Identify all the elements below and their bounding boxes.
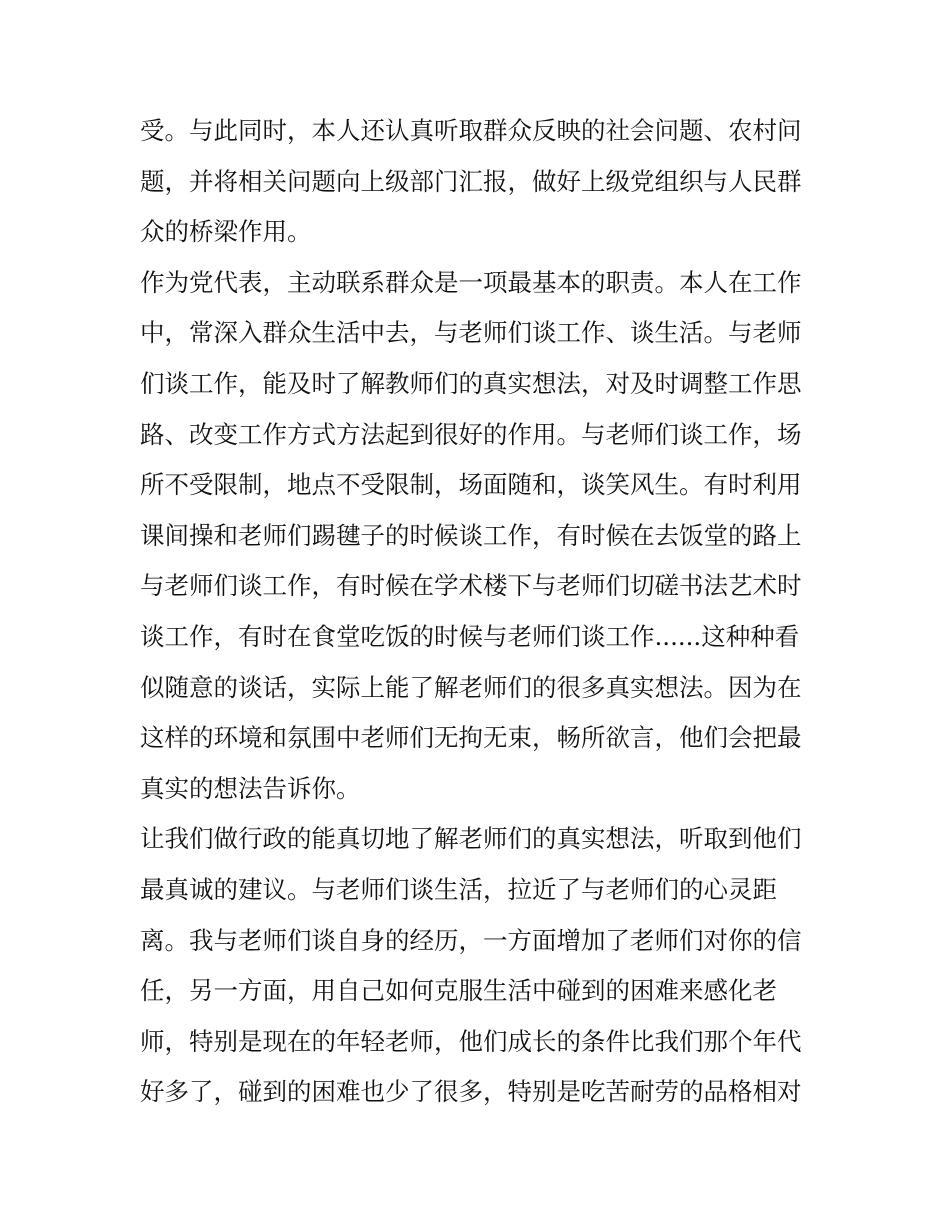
text-line: 真实的想法告诉你。	[140, 773, 361, 803]
text-line: 谈工作，有时在食堂吃饭的时候与老师们谈工作......这种种看	[140, 621, 800, 651]
text-line: 任，另一方面，用自己如何克服生活中碰到的困难来感化老	[140, 976, 777, 1006]
text-line: 最真诚的建议。与老师们谈生活，拉近了与老师们的心灵距	[140, 874, 777, 904]
text-line: 让我们做行政的能真切地了解老师们的真实想法，听取到他们	[140, 824, 802, 854]
text-line: 路、改变工作方式方法起到很好的作用。与老师们谈工作，场	[140, 419, 802, 449]
text-line: 离。我与老师们谈自身的经历，一方面增加了老师们对你的信	[140, 925, 802, 955]
text-line: 中，常深入群众生活中去，与老师们谈工作、谈生活。与老师	[140, 318, 802, 348]
text-line: 课间操和老师们踢毽子的时候谈工作，有时候在去饭堂的路上	[140, 520, 802, 550]
text-line: 好多了，碰到的困难也少了很多，特别是吃苦耐劳的品格相对	[140, 1077, 802, 1107]
text-line: 作为党代表，主动联系群众是一项最基本的职责。本人在工作	[140, 267, 802, 297]
text-line: 师，特别是现在的年轻老师，他们成长的条件比我们那个年代	[140, 1026, 802, 1056]
body-text	[140, 106, 820, 1118]
text-line: 题，并将相关问题向上级部门汇报，做好上级党组织与人民群	[140, 166, 802, 196]
text-line: 这样的环境和氛围中老师们无拘无束，畅所欲言，他们会把最	[140, 723, 802, 753]
text-line: 似随意的谈话，实际上能了解老师们的很多真实想法。因为在	[140, 672, 802, 702]
text-line: 众的桥梁作用。	[140, 217, 312, 247]
text-line: 受。与此同时，本人还认真听取群众反映的社会问题、农村问	[140, 116, 802, 145]
text-line: 们谈工作，能及时了解教师们的真实想法，对及时调整工作思	[140, 368, 802, 398]
text-line: 所不受限制，地点不受限制，场面随和，谈笑风生。有时利用	[140, 470, 802, 500]
text-line: 与老师们谈工作，有时候在学术楼下与老师们切磋书法艺术时	[140, 571, 802, 601]
